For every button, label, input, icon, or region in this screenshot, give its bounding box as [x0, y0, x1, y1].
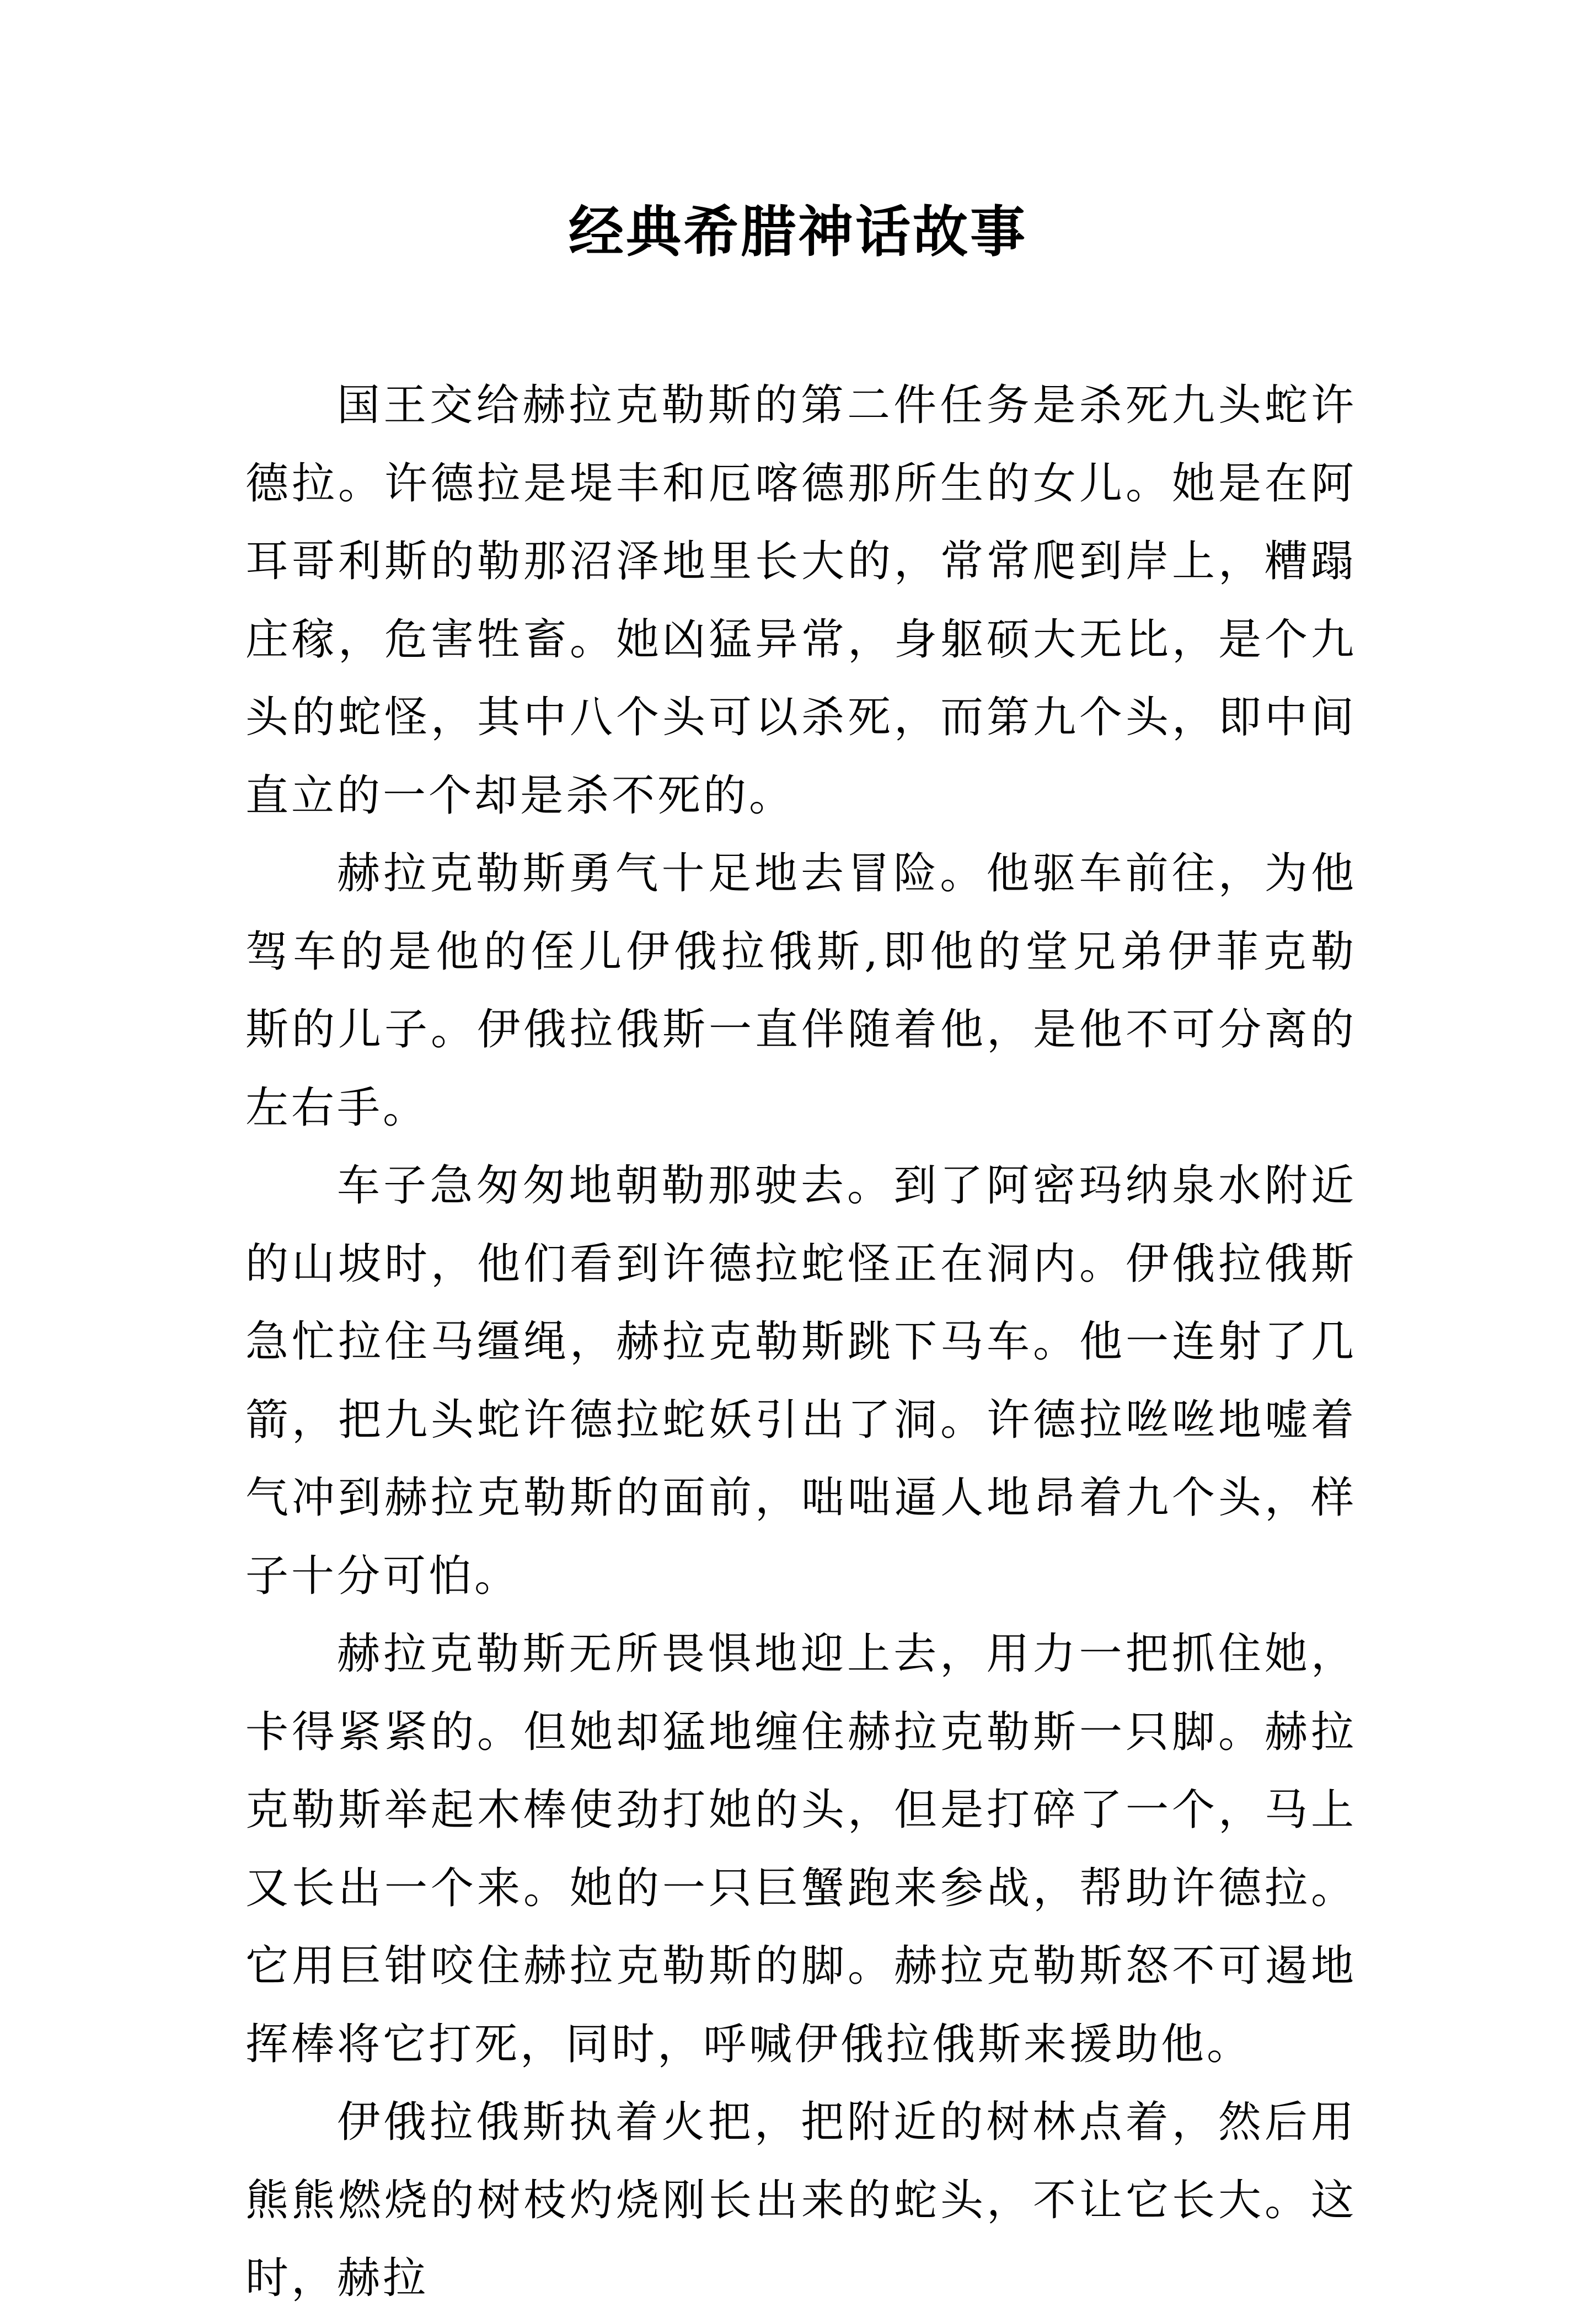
paragraph: 伊俄拉俄斯执着火把，把附近的树林点着，然后用熊熊燃烧的树枝灼烧刚长出来的蛇头，不让它长大。这时，赫拉: [245, 2097, 1357, 2303]
paragraph: 车子急匆匆地朝勒那驶去。到了阿密玛纳泉水附近的山坡时，他们看到许德拉蛇怪正在洞内。伊俄拉俄斯急忙拉住马缰绳，赫拉克勒斯跳下马车。他一连射了几箭，把九头蛇许德拉蛇妖引出了洞。许德拉咝咝地嘘着气冲到赫拉克勒斯的面前，咄咄逼人地昂着九个头，样子十分可怕。: [245, 1161, 1357, 1601]
document-body: [245, 367, 1357, 2318]
paragraph: 赫拉克勒斯勇气十足地去冒险。他驱车前往，为他驾车的是他的侄儿伊俄拉俄斯,即他的堂兄弟伊菲克勒斯的儿子。伊俄拉俄斯一直伴随着他，是他不可分离的左右手。: [245, 849, 1357, 1133]
paragraph: 赫拉克勒斯无所畏惧地迎上去，用力一把抓住她，卡得紧紧的。但她却猛地缠住赫拉克勒斯一只脚。赫拉克勒斯举起木棒使劲打她的头，但是打碎了一个，马上又长出一个来。她的一只巨蟹跑来参战，帮助许德拉。它用巨钳咬住赫拉克勒斯的脚。赫拉克勒斯怒不可遏地挥棒将它打死，同时，呼喊伊俄拉俄斯来援助他。: [245, 1629, 1357, 2069]
paragraph: 国王交给赫拉克勒斯的第二件任务是杀死九头蛇许德拉。许德拉是堤丰和厄喀德那所生的女儿。她是在阿耳哥利斯的勒那沼泽地里长大的，常常爬到岸上，糟蹋庄稼，危害牲畜。她凶猛异常，身躯硕大无比，是个九头的蛇怪，其中八个头可以杀死，而第九个头，即中间直立的一个却是杀不死的。: [245, 381, 1357, 821]
page-title: 经典希腊神话故事: [569, 199, 1027, 264]
